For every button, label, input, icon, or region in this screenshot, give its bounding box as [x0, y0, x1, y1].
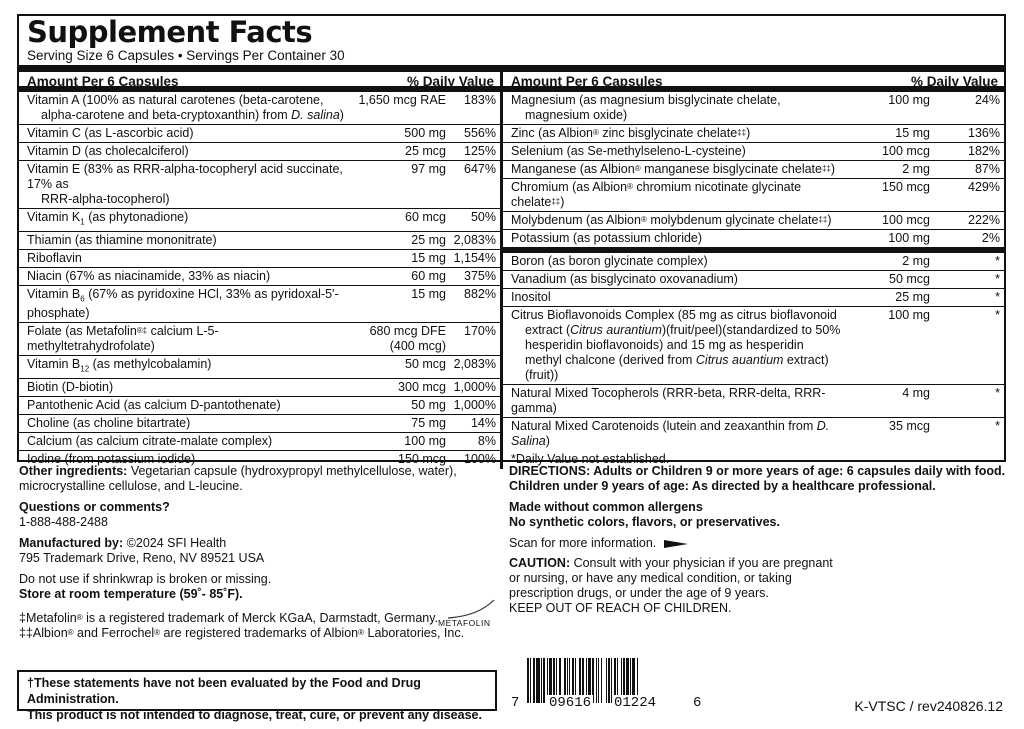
nutrient-daily-value: 1,154%: [453, 250, 496, 265]
caution-4: KEEP OUT OF REACH OF CHILDREN.: [509, 601, 732, 615]
nutrient-amount: 2 mg: [902, 162, 930, 176]
nutrient-daily-value: 87%: [974, 162, 1000, 176]
nutrient-amount: 25 mg: [895, 290, 930, 304]
serving-info: Serving Size 6 Capsules • Servings Per Container 30: [27, 48, 345, 63]
nutrient-name: Citrus Bioflavonoids Complex (85 mg as citrus bioflavonoid extract (Citrus aurantium)(fruit/peel)(standardized to 50% hesperidin bioflavonoids) and 15 mg as hesperidin methyl chalcone (derived from Citrus auantium extract)(fruit)): [511, 308, 841, 382]
nutrient-name: Pantothenic Acid (as calcium D-pantothenate): [27, 397, 281, 412]
other-ingredients-label: Other ingredients:: [19, 464, 128, 478]
allergens-2: No synthetic colors, flavors, or preservatives.: [509, 515, 780, 529]
divider: [19, 65, 1004, 72]
nutrient-amount: 15 mg: [411, 250, 446, 265]
nutrient-name: Riboflavin: [27, 250, 82, 265]
nutrient-amount: 100 mg: [888, 308, 930, 322]
nutrient-row: [503, 212, 1004, 230]
nutrient-name: Zinc (as Albion® zinc bisglycinate chelate‡‡): [511, 126, 751, 140]
nutrient-amount: 25 mcg: [405, 144, 446, 158]
nutrient-amount: 15 mg: [411, 286, 446, 301]
nutrient-daily-value: 170%: [464, 324, 496, 338]
nutrient-daily-value: *: [995, 254, 1000, 268]
nutrient-daily-value: 2,083%: [453, 232, 496, 247]
nutrient-name: Vitamin $B_6$ (67% as pyridoxine HCl, 33% as pyridoxal-5'-phosphate): [27, 286, 339, 320]
nutrient-row: [503, 125, 1004, 143]
disclaimer-line-1: †These statements have not been evaluated by the Food and Drug Administration.: [27, 676, 421, 706]
trademark-1: ‡Metafolin® is a registered trademark of Merck KGaA, Darmstadt, Germany.: [19, 611, 439, 625]
directions-1: DIRECTIONS: Adults or Children 9 or more years of age: 6 capsules daily with food.: [509, 464, 1006, 478]
nutrient-row: [503, 289, 1004, 307]
shrinkwrap-warning: Do not use if shrinkwrap is broken or missing.: [19, 572, 272, 586]
nutrient-name: Chromium (as Albion® chromium nicotinate glycinate chelate‡‡): [511, 180, 802, 209]
nutrient-daily-value: *: [995, 290, 1000, 304]
nutrient-amount: 100 mcg: [882, 213, 930, 227]
nutrient-daily-value: 1,000%: [453, 397, 496, 412]
nutrient-amount: 15 mg: [895, 126, 930, 140]
nutrient-name: Vitamin $K_1$ (as phytonadione): [27, 210, 189, 227]
fda-disclaimer: [17, 670, 497, 722]
nutrient-row: [503, 418, 1004, 450]
nutrient-amount: 25 mg: [411, 232, 446, 247]
nutrient-name: Magnesium (as magnesium bisglycinate chelate, magnesium oxide): [511, 93, 781, 122]
nutrient-row: [503, 307, 1004, 385]
arrow-icon: [664, 540, 688, 548]
nutrient-daily-value: 429%: [968, 180, 1000, 194]
nutrient-daily-value: 222%: [968, 213, 1000, 227]
nutrient-amount: 60 mg: [411, 268, 446, 283]
nutrient-row: [503, 253, 1004, 271]
barcode-digit-1: 7: [511, 695, 520, 711]
nutrient-name: Molybdenum (as Albion® molybdenum glycinate chelate‡‡): [511, 213, 832, 227]
nutrient-row: [19, 433, 500, 451]
directions-2: Children under 9 years of age: As directed by a healthcare professional.: [509, 479, 936, 493]
nutrient-row: [19, 415, 500, 433]
nutrient-name: Potassium (as potassium chloride): [511, 231, 703, 245]
nutrient-name: Vitamin C (as L-ascorbic acid): [27, 126, 194, 140]
questions-label: Questions or comments?: [19, 500, 170, 514]
nutrient-amount: 300 mcg: [398, 379, 446, 394]
caution-2: or nursing, or have any medical condition, or taking: [509, 571, 792, 585]
nutrient-daily-value: 100%: [464, 451, 496, 466]
nutrient-name: Vitamin D (as cholecalciferol): [27, 144, 189, 158]
caution-1: Consult with your physician if you are pregnant: [570, 556, 833, 570]
supplement-facts-panel: [17, 14, 1006, 466]
nutrient-daily-value: 2,083%: [453, 357, 496, 371]
caution-label: CAUTION:: [509, 556, 571, 570]
nutrient-name: Biotin (D-biotin): [27, 379, 114, 394]
nutrient-name: Manganese (as Albion® manganese bisglycinate chelate‡‡): [511, 162, 836, 176]
nutrient-amount: 50 mcg: [405, 357, 446, 371]
nutrient-name: Inositol: [511, 290, 551, 304]
nutrient-row: [503, 230, 1004, 253]
nutrient-name: Folate (as Metafolin®‡ calcium L-5-methyltetrahydrofolate): [27, 324, 219, 353]
nutrient-name: Vitamin E (83% as RRR-alpha-tocopheryl acid succinate, 17% as RRR-alpha-tocopherol): [27, 162, 343, 206]
nutrient-row: [19, 397, 500, 415]
column-header: [503, 72, 1004, 92]
nutrient-amount: 500 mg: [404, 126, 446, 140]
nutrient-row: [19, 356, 500, 379]
footnote: *Daily Value not established.: [511, 452, 670, 466]
header-dv: % Daily Value: [406, 74, 494, 89]
nutrient-row: [503, 271, 1004, 289]
nutrient-row: [19, 161, 500, 209]
nutrient-daily-value: 2%: [981, 231, 1000, 245]
nutrient-daily-value: 882%: [464, 286, 496, 301]
nutrient-daily-value: 556%: [464, 126, 496, 140]
barcode-digits-3: 01224: [614, 695, 657, 711]
nutrient-amount: 50 mcg: [889, 272, 930, 286]
header-amount: Amount Per 6 Capsules: [511, 74, 663, 89]
nutrient-amount: 50 mg: [411, 397, 446, 412]
nutrient-name: Vanadium (as bisglycinato oxovanadium): [511, 272, 738, 286]
other-ingredients-text-2: microcrystalline cellulose, and L-leucine.: [19, 479, 243, 493]
nutrient-daily-value: 182%: [968, 144, 1000, 158]
manufactured-text: ©2024 SFI Health: [123, 536, 227, 550]
facts-left-column: [19, 72, 503, 469]
trademark-2: ‡‡Albion® and Ferrochel® are registered trademarks of Albion® Laboratories, Inc.: [19, 626, 465, 640]
nutrient-amount: 100 mg: [888, 93, 930, 107]
nutrient-row: [503, 92, 1004, 125]
nutrient-name: Selenium (as Se-methylseleno-L-cysteine): [511, 144, 746, 158]
nutrient-daily-value: 1,000%: [453, 379, 496, 394]
nutrient-row: [503, 385, 1004, 418]
other-ingredients-text: Vegetarian capsule (hydroxypropyl methylcellulose, water),: [127, 464, 457, 478]
nutrient-row: [503, 143, 1004, 161]
right-info: [509, 464, 1009, 616]
nutrient-amount: 4 mg: [902, 386, 930, 400]
nutrient-daily-value: 647%: [464, 162, 496, 176]
nutrient-row: [19, 92, 500, 125]
nutrient-daily-value: *: [995, 308, 1000, 322]
nutrient-amount: 150 mcg: [398, 451, 446, 466]
nutrient-daily-value: *: [995, 386, 1000, 400]
metafolin-swoosh-icon: [438, 598, 498, 620]
nutrient-name: Vitamin A (100% as natural carotenes (beta-carotene, alpha-carotene and beta-cryptoxanthin) from D. salina): [27, 93, 344, 122]
nutrient-amount: 680 mcg DFE (400 mcg): [369, 324, 446, 353]
nutrient-amount: 100 mg: [888, 231, 930, 245]
column-header: [19, 72, 500, 92]
nutrient-amount: 100 mg: [404, 433, 446, 448]
nutrient-amount: 35 mcg: [889, 419, 930, 433]
nutrient-row: [19, 209, 500, 232]
nutrient-daily-value: 375%: [464, 268, 496, 283]
nutrient-name: Thiamin (as thiamine mononitrate): [27, 232, 217, 247]
metafolin-logo: METAFOLIN: [438, 598, 498, 628]
nutrient-row: [19, 286, 500, 324]
scan-info: Scan for more information.: [509, 536, 1009, 551]
header-dv: % Daily Value: [910, 74, 998, 89]
nutrient-row: [19, 323, 500, 356]
nutrient-name: Calcium (as calcium citrate-malate complex): [27, 433, 273, 448]
nutrient-daily-value: *: [995, 419, 1000, 433]
facts-right-column: [503, 72, 1004, 469]
allergens-1: Made without common allergens: [509, 500, 703, 514]
nutrient-name: Boron (as boron glycinate complex): [511, 254, 708, 268]
nutrient-amount: 2 mg: [902, 254, 930, 268]
nutrient-daily-value: 183%: [464, 93, 496, 107]
nutrient-amount: 150 mcg: [882, 180, 930, 194]
nutrient-amount: 100 mcg: [882, 144, 930, 158]
nutrient-amount: 1,650 mcg RAE: [358, 93, 446, 107]
nutrient-row: [19, 379, 500, 397]
nutrient-amount: 75 mg: [411, 415, 446, 430]
manufactured-label: Manufactured by:: [19, 536, 124, 550]
nutrient-row: [19, 268, 500, 286]
nutrient-row: [19, 125, 500, 143]
nutrient-name: Natural Mixed Tocopherols (RRR-beta, RRR-delta, RRR-gamma): [511, 386, 826, 415]
nutrient-row: [19, 232, 500, 250]
nutrient-name: Vitamin $B_{12}$ (as methylcobalamin): [27, 357, 212, 374]
nutrient-row: [19, 143, 500, 161]
nutrient-daily-value: 136%: [968, 126, 1000, 140]
nutrient-daily-value: *: [995, 272, 1000, 286]
nutrient-amount: 97 mg: [411, 162, 446, 176]
nutrient-name: Choline (as choline bitartrate): [27, 415, 191, 430]
nutrient-daily-value: 24%: [974, 93, 1000, 107]
nutrient-name: Niacin (67% as niacinamide, 33% as niacin): [27, 268, 271, 283]
nutrient-daily-value: 50%: [470, 210, 496, 224]
left-info: [19, 464, 499, 641]
nutrient-daily-value: 8%: [477, 433, 496, 448]
header-amount: Amount Per 6 Capsules: [27, 74, 179, 89]
disclaimer-line-2: This product is not intended to diagnose, treat, cure, or prevent any disease.: [27, 708, 482, 722]
nutrient-row: [503, 161, 1004, 179]
phone: 1-888-488-2488: [19, 515, 108, 529]
facts-title: Supplement Facts: [27, 15, 313, 49]
barcode-digits-2: 09616: [549, 695, 592, 711]
barcode-digit-4: 6: [693, 695, 702, 711]
nutrient-daily-value: 125%: [464, 144, 496, 158]
nutrient-name: Natural Mixed Carotenoids (lutein and zeaxanthin from D. Salina): [511, 419, 830, 448]
nutrient-row: [19, 250, 500, 268]
nutrient-name: Iodine (from potassium iodide): [27, 451, 196, 466]
nutrient-daily-value: 14%: [470, 415, 496, 430]
product-code: K-VTSC / rev240826.12: [854, 698, 1003, 714]
caution-3: prescription drugs, or under the age of 9 years.: [509, 586, 769, 600]
nutrient-row: [503, 179, 1004, 212]
nutrient-amount: 60 mcg: [405, 210, 446, 224]
storage: Store at room temperature (59˚- 85˚F).: [19, 587, 243, 601]
address: 795 Trademark Drive, Reno, NV 89521 USA: [19, 551, 265, 565]
